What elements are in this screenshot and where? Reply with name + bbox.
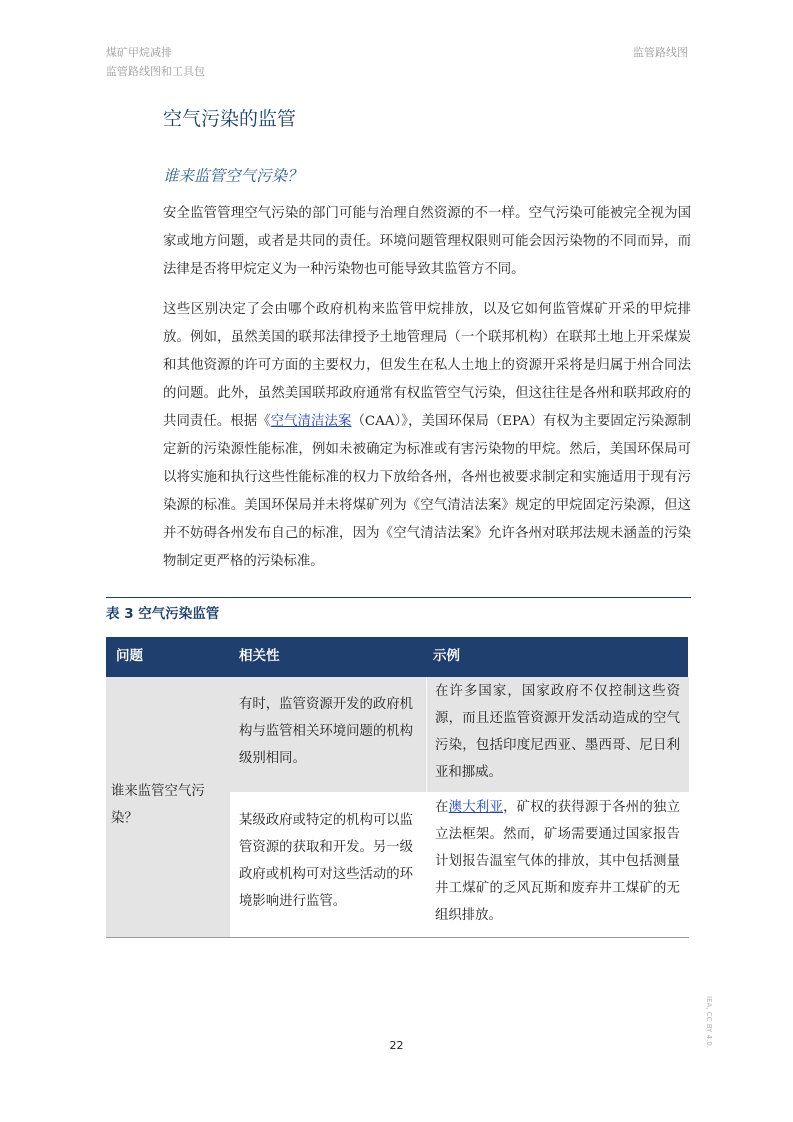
paragraph-2-text-a: 这些区别决定了会由哪个政府机构来监管甲烷排放，以及它如何监管煤矿开采的甲烷排放。例如，虽然美国的联邦法律授予土地管理局（一个联邦机构）在联邦土地上开采煤炭和其他资源的许可方面的主要权力，但发生在私人土地上的资源开采将是归属于州合同法的问题。此外，虽然美国联邦政府通常有权监管空气污染，但这往往是各州和联邦政府的共同责任。根据《 [163,302,691,429]
row1-example: 在许多国家，国家政府不仅控制这些资源，而且还监管资源开发活动造成的空气污染，包括印度尼西亚、墨西哥、尼日利亚和挪威。 [435,684,680,780]
row2-example-rest: ，矿权的获得源于各州的独立立法框架。然而，矿场需要通过国家报告计划报告温室气体的排放，其中包括测量井工煤矿的乏风瓦斯和废弃井工煤矿的无组织排放。 [435,800,681,923]
table-bottom-rule [106,937,689,938]
clean-air-act-link[interactable]: 空气清洁法案 [270,414,352,429]
section-title: 空气污染的监管 [163,108,297,130]
row1-relevance: 有时，监管资源开发的政府机构与监管相关环境问题的机构级别相同。 [239,697,414,766]
license-credit [703,996,715,1049]
table-header-row [106,637,688,677]
license-credit-text: IEA, CC BY 4.0. [705,996,713,1049]
header-left [106,43,205,81]
australia-link[interactable]: 澳大利亚 [448,800,504,815]
table-row-label: 谁来监管空气污染？ [111,784,205,826]
row2-relevance: 某级政府或特定的机构可以监管资源的获取和开发。另一级政府或机构可对这些活动的环境影响进行监管。 [239,813,414,909]
paragraph-1: 安全监管管理空气污染的部门可能与治理自然资源的不一样。空气污染可能被完全视为国家或地方问题，或者是共同的责任。环境问题管理权限则可能会因污染物的不同而异，而法律是否将甲烷定义为一种污染物也可能导致其监管方不同。 [163,206,691,277]
table-header-example: 示例 [433,648,460,664]
table-header-relevance: 相关性 [239,648,280,664]
row2-example [435,794,680,929]
header-report-title: 煤矿甲烷减排 [106,46,172,59]
paragraph-2-text-b: （CAA）》，美国环保局（EPA）有权为主要固定污染源制定新的污染源性能标准，例如未被确定为标准或有害污染物的甲烷。然后，美国环保局可以将实施和执行这些性能标准的权力下放给各州，各州也被要求制定和实施适用于现有污染源的标准。美国环保局并未将煤矿列为《空气清洁法案》规定的甲烷固定污染源，但这并不妨碍各州发布自己的标准，因为《空气清洁法案》允许各州对联邦法规未涵盖的污染物制定更严格的污染标准。 [163,414,692,569]
header-report-subtitle: 监管路线图和工具包 [106,65,205,78]
table-header-issue: 问题 [116,648,143,664]
paragraph-2 [163,296,691,576]
table-caption: 表 3 空气污染监管 [106,606,220,622]
table-top-rule [106,597,691,598]
subheading: 谁来监管空气污染？ [163,167,303,185]
row2-example-prefix: 在 [435,800,449,815]
page-number: 22 [389,1039,404,1052]
header-right: 监管路线图 [633,46,688,59]
